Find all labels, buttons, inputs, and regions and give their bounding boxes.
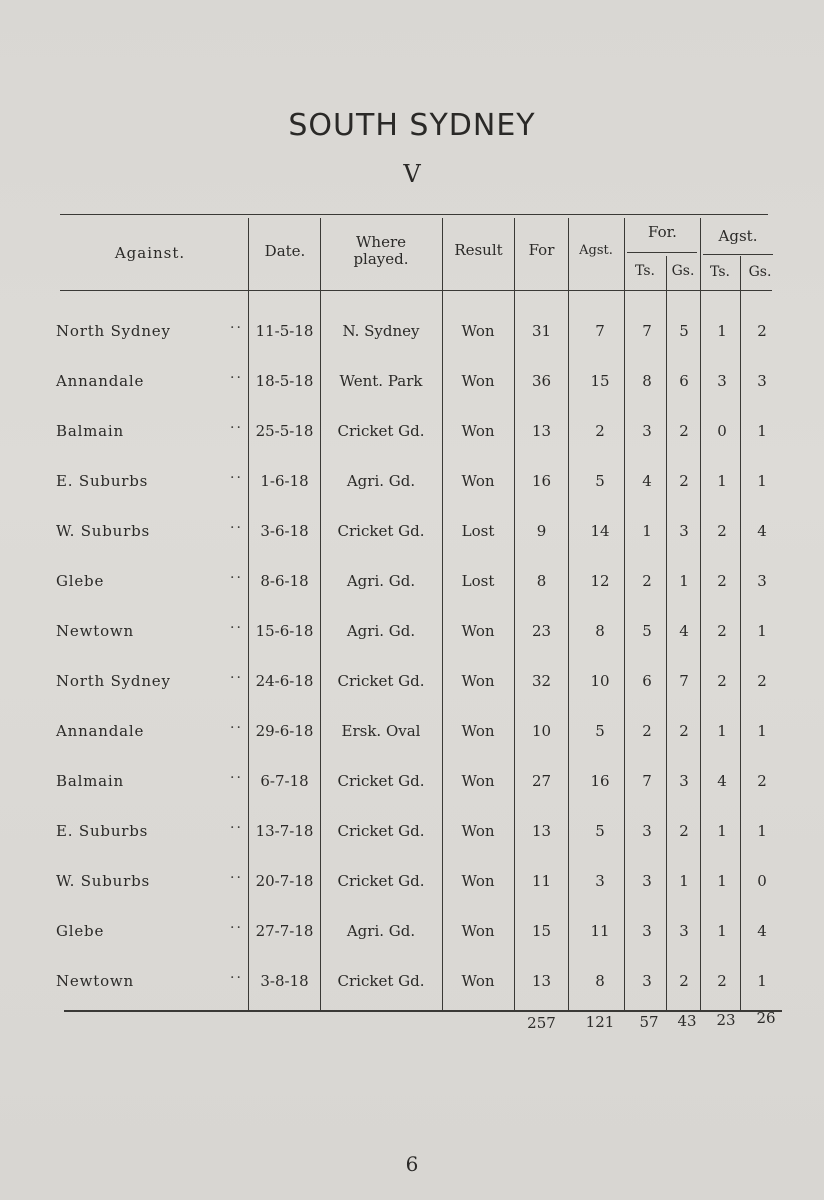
cell-result: Won <box>461 722 495 740</box>
cell-against: Annandale <box>56 722 145 740</box>
cell-for-goals: 2 <box>679 472 689 490</box>
cell-agst-tries: 1 <box>717 322 727 340</box>
cell-result: Won <box>461 672 495 690</box>
cell-agst: 5 <box>595 722 605 740</box>
cell-date: 3-8-18 <box>260 972 309 990</box>
cell-where: Agri. Gd. <box>346 472 416 490</box>
cell-for: 13 <box>531 422 552 440</box>
cell-result: Won <box>461 822 495 840</box>
cell-for-goals: 6 <box>679 372 689 390</box>
cell-agst-goals: 1 <box>757 722 767 740</box>
cell-for: 15 <box>531 922 552 940</box>
cell-agst: 5 <box>595 822 605 840</box>
cell-agst-goals: 3 <box>757 372 767 390</box>
leader-dots: ·· <box>230 570 243 586</box>
page-number: 6 <box>405 1152 419 1176</box>
cell-against: North Sydney <box>56 672 171 690</box>
cell-where: Cricket Gd. <box>337 772 425 790</box>
cell-for-goals: 3 <box>679 922 689 940</box>
cell-date: 11-5-18 <box>255 322 314 340</box>
cell-where: Agri. Gd. <box>346 622 416 640</box>
cell-agst: 10 <box>590 672 610 690</box>
agst-group-rule <box>703 254 773 255</box>
header-agst-tries: Ts. <box>710 264 730 280</box>
cell-agst-tries: 2 <box>717 672 727 690</box>
cell-agst-goals: 1 <box>757 972 767 990</box>
cell-result: Won <box>461 922 495 940</box>
total-for-goals: 43 <box>677 1012 697 1030</box>
cell-for-tries: 6 <box>642 672 652 690</box>
cell-where: Agri. Gd. <box>346 922 416 940</box>
header-for-tries: Ts. <box>635 263 655 279</box>
cell-date: 6-7-18 <box>260 772 309 790</box>
cell-agst-tries: 4 <box>717 772 727 790</box>
leader-dots: ·· <box>230 470 243 486</box>
cell-agst: 15 <box>590 372 610 390</box>
cell-date: 1-6-18 <box>260 472 309 490</box>
header-for: For <box>528 241 555 259</box>
cell-agst: 8 <box>595 622 605 640</box>
cell-for: 13 <box>531 822 552 840</box>
cell-agst: 14 <box>590 522 610 540</box>
cell-result: Won <box>461 422 495 440</box>
cell-for: 27 <box>531 772 552 790</box>
cell-agst-goals: 0 <box>757 872 767 890</box>
cell-against: Newtown <box>56 622 134 640</box>
cell-agst: 16 <box>590 772 610 790</box>
leader-dots: ·· <box>230 520 243 536</box>
cell-agst-goals: 1 <box>757 472 767 490</box>
cell-for: 23 <box>531 622 552 640</box>
cell-for-goals: 2 <box>679 972 689 990</box>
cell-agst-tries: 1 <box>717 722 727 740</box>
cell-against: E. Suburbs <box>56 822 149 840</box>
cell-result: Won <box>461 372 495 390</box>
leader-dots: ·· <box>230 820 243 836</box>
cell-for-goals: 2 <box>679 722 689 740</box>
cell-for: 16 <box>531 472 552 490</box>
cell-for-tries: 3 <box>642 872 652 890</box>
total-for: 257 <box>527 1014 556 1032</box>
cell-agst-tries: 1 <box>717 472 727 490</box>
page-title: SOUTH SYDNEY <box>288 108 536 143</box>
cell-for-tries: 1 <box>642 522 652 540</box>
cell-for-goals: 3 <box>679 772 689 790</box>
cell-for-tries: 3 <box>642 822 652 840</box>
cell-agst-tries: 2 <box>717 522 727 540</box>
table-top-rule <box>60 214 768 215</box>
header-where: Where played. <box>353 233 409 268</box>
cell-agst-goals: 2 <box>757 772 767 790</box>
cell-agst-goals: 4 <box>757 522 767 540</box>
cell-agst-tries: 1 <box>717 922 727 940</box>
cell-where: Ersk. Oval <box>341 722 421 740</box>
cell-agst: 11 <box>590 922 610 940</box>
cell-result: Won <box>461 322 495 340</box>
cell-agst: 2 <box>595 422 605 440</box>
cell-for-tries: 2 <box>642 572 652 590</box>
cell-where: Cricket Gd. <box>337 972 425 990</box>
cell-for-tries: 7 <box>642 322 652 340</box>
cell-agst-goals: 4 <box>757 922 767 940</box>
for-group-rule <box>627 252 697 253</box>
cell-result: Won <box>461 772 495 790</box>
cell-where: Cricket Gd. <box>337 522 425 540</box>
cell-result: Won <box>461 622 495 640</box>
cell-for-goals: 3 <box>679 522 689 540</box>
cell-result: Lost <box>461 522 495 540</box>
cell-against: Glebe <box>56 922 105 940</box>
leader-dots: ·· <box>230 320 243 336</box>
cell-for-goals: 2 <box>679 822 689 840</box>
total-agst-goals: 26 <box>756 1009 776 1027</box>
cell-for-tries: 5 <box>642 622 652 640</box>
cell-agst: 7 <box>595 322 605 340</box>
cell-for-tries: 3 <box>642 422 652 440</box>
cell-for: 11 <box>531 872 552 890</box>
cell-for-goals: 4 <box>679 622 689 640</box>
total-for-tries: 57 <box>639 1013 659 1031</box>
header-for-goals: Gs. <box>671 263 695 279</box>
cell-agst-tries: 0 <box>717 422 727 440</box>
header-result: Result <box>454 241 503 259</box>
cell-agst-goals: 3 <box>757 572 767 590</box>
cell-where: N. Sydney <box>342 322 420 340</box>
cell-agst: 3 <box>595 872 605 890</box>
cell-for: 36 <box>531 372 552 390</box>
cell-date: 18-5-18 <box>255 372 314 390</box>
cell-for-goals: 7 <box>679 672 689 690</box>
cell-where: Cricket Gd. <box>337 422 425 440</box>
leader-dots: ·· <box>230 770 243 786</box>
cell-agst-goals: 2 <box>757 322 767 340</box>
cell-agst-goals: 1 <box>757 622 767 640</box>
cell-against: North Sydney <box>56 322 171 340</box>
header-agst: Agst. <box>579 243 613 258</box>
cell-date: 20-7-18 <box>255 872 314 890</box>
cell-result: Lost <box>461 572 495 590</box>
header-date: Date. <box>264 242 306 260</box>
cell-for: 31 <box>531 322 552 340</box>
cell-where: Went. Park <box>339 372 423 390</box>
cell-date: 8-6-18 <box>260 572 309 590</box>
page-subtitle: V <box>403 160 421 188</box>
cell-date: 13-7-18 <box>255 822 314 840</box>
cell-for: 32 <box>531 672 552 690</box>
cell-against: W. Suburbs <box>56 522 151 540</box>
cell-date: 24-6-18 <box>255 672 314 690</box>
cell-date: 3-6-18 <box>260 522 309 540</box>
leader-dots: ·· <box>230 870 243 886</box>
cell-where: Cricket Gd. <box>337 672 425 690</box>
cell-where: Agri. Gd. <box>346 572 416 590</box>
cell-agst-tries: 3 <box>717 372 727 390</box>
leader-dots: ·· <box>230 920 243 936</box>
cell-result: Won <box>461 472 495 490</box>
cell-date: 15-6-18 <box>255 622 314 640</box>
header-for-group: For. <box>648 223 677 241</box>
cell-for-tries: 3 <box>642 922 652 940</box>
cell-for: 9 <box>536 522 547 540</box>
cell-against: Glebe <box>56 572 105 590</box>
cell-agst-tries: 2 <box>717 972 727 990</box>
cell-for-tries: 2 <box>642 722 652 740</box>
cell-agst-tries: 2 <box>717 622 727 640</box>
cell-for: 13 <box>531 972 552 990</box>
leader-dots: ·· <box>230 720 243 736</box>
cell-agst: 8 <box>595 972 605 990</box>
header-against: Against. <box>114 244 186 262</box>
cell-for: 10 <box>531 722 552 740</box>
cell-agst-goals: 2 <box>757 672 767 690</box>
cell-date: 27-7-18 <box>255 922 314 940</box>
header-agst-goals: Gs. <box>748 264 772 280</box>
cell-against: Balmain <box>56 422 124 440</box>
leader-dots: ·· <box>230 670 243 686</box>
cell-date: 25-5-18 <box>255 422 314 440</box>
cell-for-goals: 1 <box>679 572 689 590</box>
cell-agst: 5 <box>595 472 605 490</box>
cell-for-tries: 8 <box>642 372 652 390</box>
cell-against: Annandale <box>56 372 145 390</box>
header-agst-group: Agst. <box>718 227 758 245</box>
cell-agst-tries: 1 <box>717 872 727 890</box>
cell-for-goals: 2 <box>679 422 689 440</box>
cell-agst-tries: 1 <box>717 822 727 840</box>
leader-dots: ·· <box>230 620 243 636</box>
col-divider <box>568 218 569 1010</box>
cell-against: E. Suburbs <box>56 472 149 490</box>
cell-result: Won <box>461 872 495 890</box>
cell-for-goals: 5 <box>679 322 689 340</box>
cell-agst-tries: 2 <box>717 572 727 590</box>
total-agst: 121 <box>585 1013 615 1031</box>
leader-dots: ·· <box>230 370 243 386</box>
cell-date: 29-6-18 <box>255 722 314 740</box>
cell-for-goals: 1 <box>679 872 689 890</box>
leader-dots: ·· <box>230 420 243 436</box>
cell-result: Won <box>461 972 495 990</box>
cell-against: Newtown <box>56 972 134 990</box>
total-agst-tries: 23 <box>716 1011 736 1029</box>
cell-for-tries: 4 <box>642 472 652 490</box>
cell-where: Cricket Gd. <box>337 872 425 890</box>
leader-dots: ·· <box>230 970 243 986</box>
cell-where: Cricket Gd. <box>337 822 425 840</box>
cell-agst-goals: 1 <box>757 822 767 840</box>
cell-agst-goals: 1 <box>757 422 767 440</box>
cell-against: W. Suburbs <box>56 872 151 890</box>
cell-against: Balmain <box>56 772 124 790</box>
cell-for: 8 <box>536 572 547 590</box>
cell-for-tries: 7 <box>642 772 652 790</box>
cell-for-tries: 3 <box>642 972 652 990</box>
cell-agst: 12 <box>590 572 610 590</box>
